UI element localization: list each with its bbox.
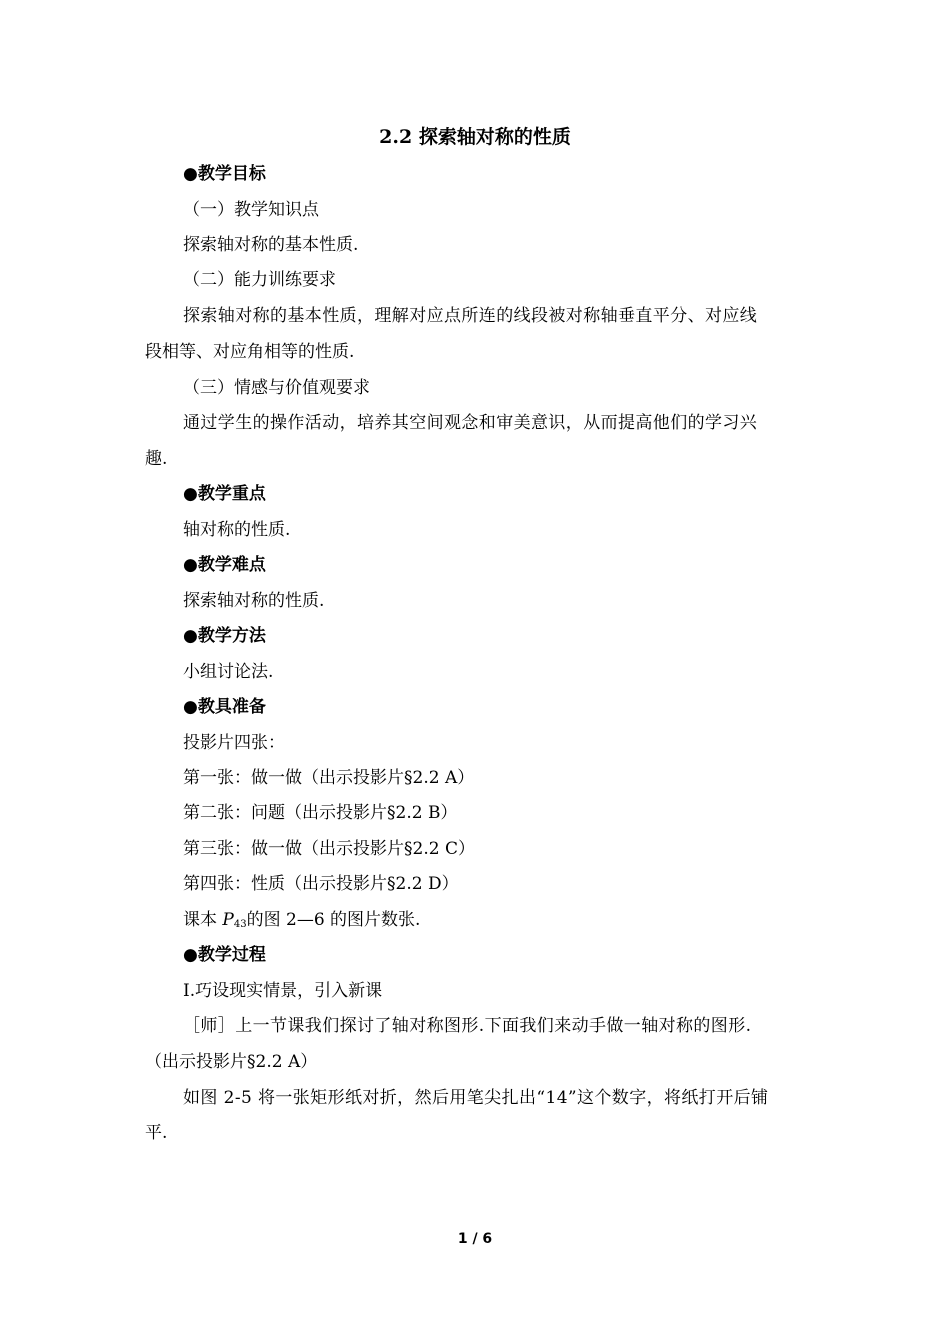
textbook-page-number: 43 [233, 919, 247, 930]
goal3-text-line2: 趣. [145, 449, 168, 469]
difficulty-heading: ●教学难点 [183, 555, 266, 575]
key-text: 轴对称的性质. [183, 520, 291, 540]
page-title: 2.2 探索轴对称的性质 [379, 126, 571, 148]
figure-text-line1: 如图 2-5 将一张矩形纸对折，然后用笔尖扎出“14”这个数字，将纸打开后铺 [183, 1088, 769, 1108]
method-text: 小组讨论法. [183, 662, 274, 682]
tools-heading: ●教具准备 [183, 697, 266, 717]
goal1-text: 探索轴对称的基本性质. [183, 235, 359, 255]
textbook-pre: 课本 [183, 910, 223, 930]
tools-item: 第一张：做一做（出示投影片§2.2 A） [183, 768, 475, 788]
textbook-post: 的图 2—6 的图片数张. [246, 910, 421, 930]
tools-item: 第三张：做一做（出示投影片§2.2 C） [183, 839, 475, 859]
goal3-text-line1: 通过学生的操作活动，培养其空间观念和审美意识，从而提高他们的学习兴 [183, 413, 758, 433]
tools-intro: 投影片四张： [183, 733, 285, 753]
process-heading: ●教学过程 [183, 945, 266, 965]
process-step: Ⅰ.巧设现实情景，引入新课 [183, 981, 383, 1001]
teacher-text-line2: （出示投影片§2.2 A） [145, 1052, 318, 1072]
goal2-text-line2: 段相等、对应角相等的性质. [145, 342, 355, 362]
goal2-subheading: （二）能力训练要求 [183, 270, 336, 290]
goal1-subheading: （一）教学知识点 [183, 200, 319, 220]
figure-text-line2: 平. [145, 1123, 168, 1143]
method-heading: ●教学方法 [183, 626, 266, 646]
page-number: 1 / 6 [457, 1231, 493, 1247]
goal3-subheading: （三）情感与价值观要求 [183, 378, 370, 398]
difficulty-text: 探索轴对称的性质. [183, 591, 325, 611]
goal2-text-line1: 探索轴对称的基本性质，理解对应点所连的线段被对称轴垂直平分、对应线 [183, 306, 758, 326]
textbook-page-letter: P [222, 910, 234, 930]
key-heading: ●教学重点 [183, 484, 266, 504]
goals-heading: ●教学目标 [183, 164, 266, 184]
tools-item: 第二张：问题（出示投影片§2.2 B） [183, 803, 458, 823]
tools-item: 第四张：性质（出示投影片§2.2 D） [183, 874, 459, 894]
teacher-text-line1: ［师］上一节课我们探讨了轴对称图形.下面我们来动手做一轴对称的图形. [183, 1016, 752, 1036]
textbook-line [183, 908, 420, 937]
